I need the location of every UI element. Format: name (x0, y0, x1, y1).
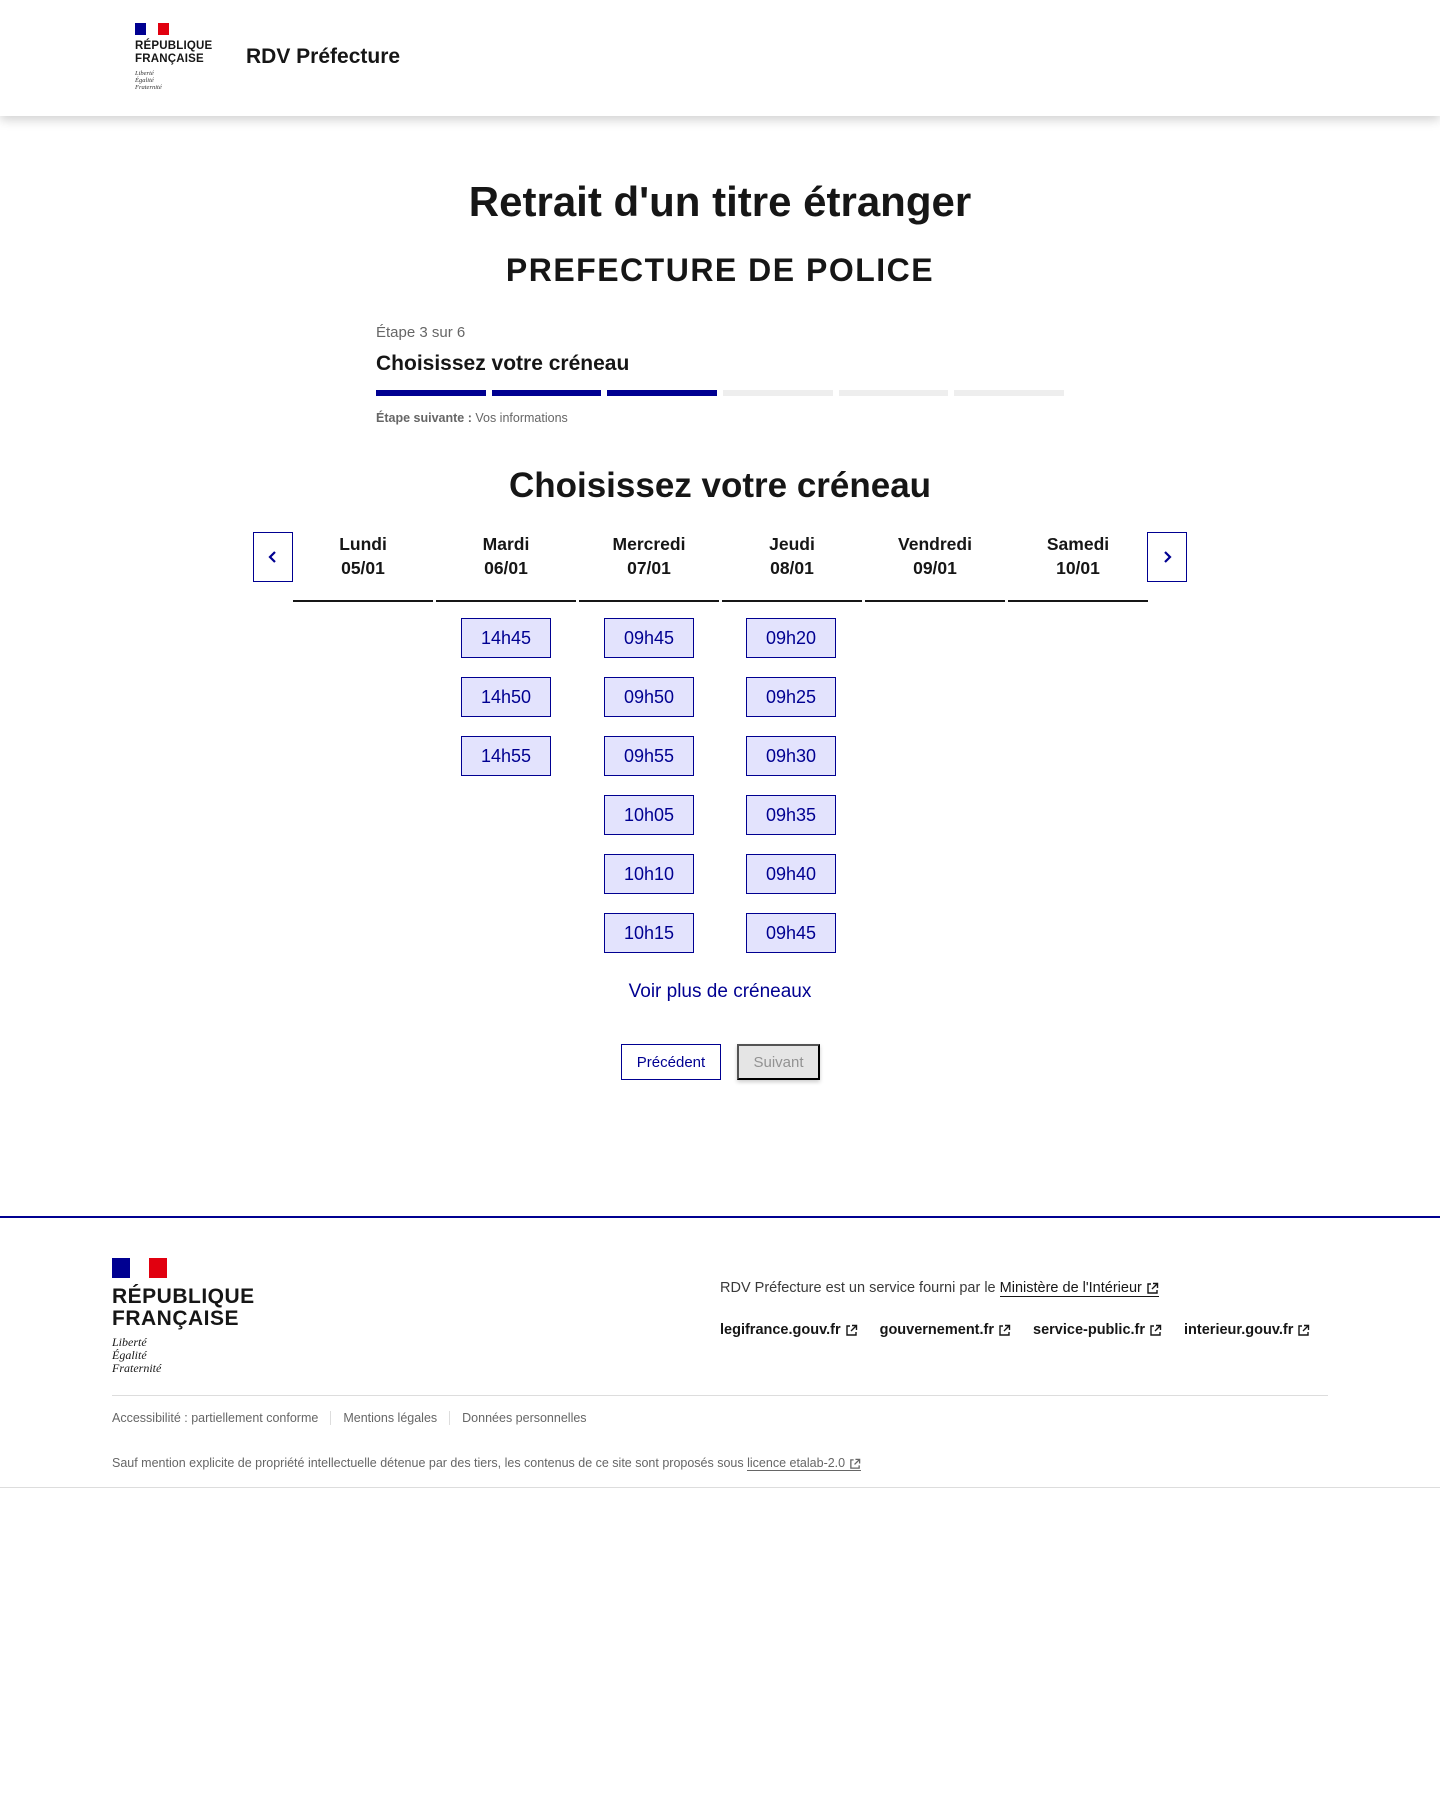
day-name: Mardi (482, 534, 530, 554)
external-link-icon (998, 1324, 1011, 1337)
day-name: Jeudi (769, 534, 815, 554)
motto-liberte: Liberté (135, 70, 154, 77)
stepper-progress (376, 390, 1064, 396)
footer-link-gouvernement[interactable] (880, 1322, 1011, 1338)
motto-fraternite: Fraternité (112, 1361, 162, 1375)
footer-link-label: legifrance.gouv.fr (720, 1322, 841, 1338)
ministry-link-label: Ministère de l'Intérieur (999, 1280, 1142, 1296)
footer-link-legifrance[interactable] (720, 1322, 858, 1338)
page-subtitle: PREFECTURE DE POLICE (505, 252, 935, 288)
time-slot-button[interactable]: 14h55 (461, 736, 551, 776)
chevron-left-icon (267, 550, 279, 564)
day-header-jeudi (722, 532, 862, 602)
motto-egalite: Égalité (135, 77, 154, 84)
day-date: 05/01 (341, 558, 385, 578)
stepper-segment-1 (376, 390, 486, 396)
site-header (0, 0, 1440, 116)
day-date: 06/01 (484, 558, 528, 578)
more-slots-link[interactable]: Voir plus de créneaux (628, 981, 812, 1002)
footer-republique-francaise-logo[interactable] (112, 1258, 262, 1375)
stepper-title: Choisissez votre créneau (376, 352, 630, 375)
chevron-right-icon (1161, 550, 1173, 564)
day-header-mercredi (579, 532, 719, 602)
footer-link-label: gouvernement.fr (879, 1322, 995, 1338)
republique-francaise-logo[interactable] (135, 23, 220, 91)
personal-data-link[interactable]: Données personnelles (449, 1411, 598, 1425)
stepper-next-value: Vos informations (475, 411, 568, 425)
footer-description-text: RDV Préfecture est un service fourni par le (720, 1280, 996, 1296)
stepper-segment-4 (723, 390, 833, 396)
logo-line-2: FRANÇAISE (135, 53, 204, 65)
time-slot-button[interactable]: 09h55 (604, 736, 694, 776)
time-slot-button[interactable]: 09h50 (604, 677, 694, 717)
day-date: 08/01 (770, 558, 814, 578)
footer-license (112, 1456, 861, 1470)
day-name: Mercredi (612, 534, 686, 554)
day-date: 09/01 (913, 558, 957, 578)
day-name: Vendredi (898, 534, 972, 554)
external-link-icon (1146, 1282, 1159, 1295)
day-date: 10/01 (1056, 558, 1100, 578)
accessibility-link[interactable]: Accessibilité : partiellement conforme (112, 1411, 319, 1425)
page-title: Retrait d'un titre étranger (468, 178, 972, 225)
time-slot-button[interactable]: 09h25 (746, 677, 836, 717)
stepper-segment-2 (492, 390, 602, 396)
previous-week-button[interactable] (253, 532, 293, 582)
previous-button[interactable]: Précédent (621, 1044, 721, 1080)
footer-link-interieur[interactable] (1184, 1322, 1310, 1338)
day-header-lundi (293, 532, 433, 602)
day-header-vendredi (865, 532, 1005, 602)
time-slot-button[interactable]: 09h35 (746, 795, 836, 835)
external-link-icon (845, 1324, 858, 1337)
site-footer (0, 1216, 1440, 1488)
time-slot-button[interactable]: 09h40 (746, 854, 836, 894)
footer-logo-motto (112, 1336, 262, 1375)
french-flag-icon (112, 1258, 167, 1278)
footer-link-label: interieur.gouv.fr (1184, 1322, 1294, 1338)
time-slot-button[interactable]: 09h45 (746, 913, 836, 953)
external-link-icon (849, 1458, 861, 1470)
stepper-segment-3 (607, 390, 717, 396)
license-text: Sauf mention explicite de propriété intellectuelle détenue par des tiers, les contenus de ce site sont proposés sous (112, 1456, 744, 1470)
time-slot-button[interactable]: 10h15 (604, 913, 694, 953)
next-week-button[interactable] (1147, 532, 1187, 582)
time-slot-button[interactable]: 09h45 (604, 618, 694, 658)
license-link-label: licence etalab-2.0 (747, 1456, 846, 1470)
day-name: Samedi (1046, 534, 1110, 554)
footer-logo-line-2: FRANÇAISE (112, 1307, 240, 1330)
time-slot-button[interactable]: 14h45 (461, 618, 551, 658)
footer-link-service-public[interactable] (1033, 1322, 1162, 1338)
day-name: Lundi (339, 534, 387, 554)
service-name[interactable]: RDV Préfecture (246, 45, 401, 68)
motto-fraternite: Fraternité (135, 84, 162, 91)
motto-liberte: Liberté (112, 1335, 147, 1349)
external-link-icon (1297, 1324, 1310, 1337)
day-date: 07/01 (627, 558, 671, 578)
time-slot-button[interactable]: 09h20 (746, 618, 836, 658)
footer-divider (112, 1395, 1328, 1396)
day-header-mardi (436, 532, 576, 602)
time-slot-button[interactable]: 09h30 (746, 736, 836, 776)
french-flag-icon (135, 23, 169, 35)
time-slot-button[interactable]: 14h50 (461, 677, 551, 717)
footer-description (720, 1280, 1159, 1296)
logo-motto (135, 70, 220, 91)
footer-bottom-links (112, 1411, 599, 1425)
ministry-link[interactable] (1000, 1280, 1159, 1297)
day-header-samedi (1008, 532, 1148, 602)
stepper-next-label: Étape suivante : (376, 411, 472, 425)
footer-logo-line-1: RÉPUBLIQUE (112, 1285, 255, 1308)
next-button: Suivant (737, 1044, 820, 1080)
stepper-next-step (376, 411, 568, 425)
license-link[interactable] (747, 1456, 861, 1471)
external-link-icon (1149, 1324, 1162, 1337)
legal-notice-link[interactable]: Mentions légales (330, 1411, 449, 1425)
footer-links (720, 1322, 1310, 1338)
stepper-count: Étape 3 sur 6 (376, 324, 466, 341)
footer-link-label: service-public.fr (1033, 1322, 1146, 1338)
stepper-segment-6 (954, 390, 1064, 396)
stepper-segment-5 (839, 390, 949, 396)
logo-line-1: RÉPUBLIQUE (135, 40, 213, 52)
time-slot-button[interactable]: 10h05 (604, 795, 694, 835)
calendar-title: Choisissez votre créneau (508, 466, 932, 505)
motto-egalite: Égalité (112, 1348, 147, 1362)
time-slot-button[interactable]: 10h10 (604, 854, 694, 894)
